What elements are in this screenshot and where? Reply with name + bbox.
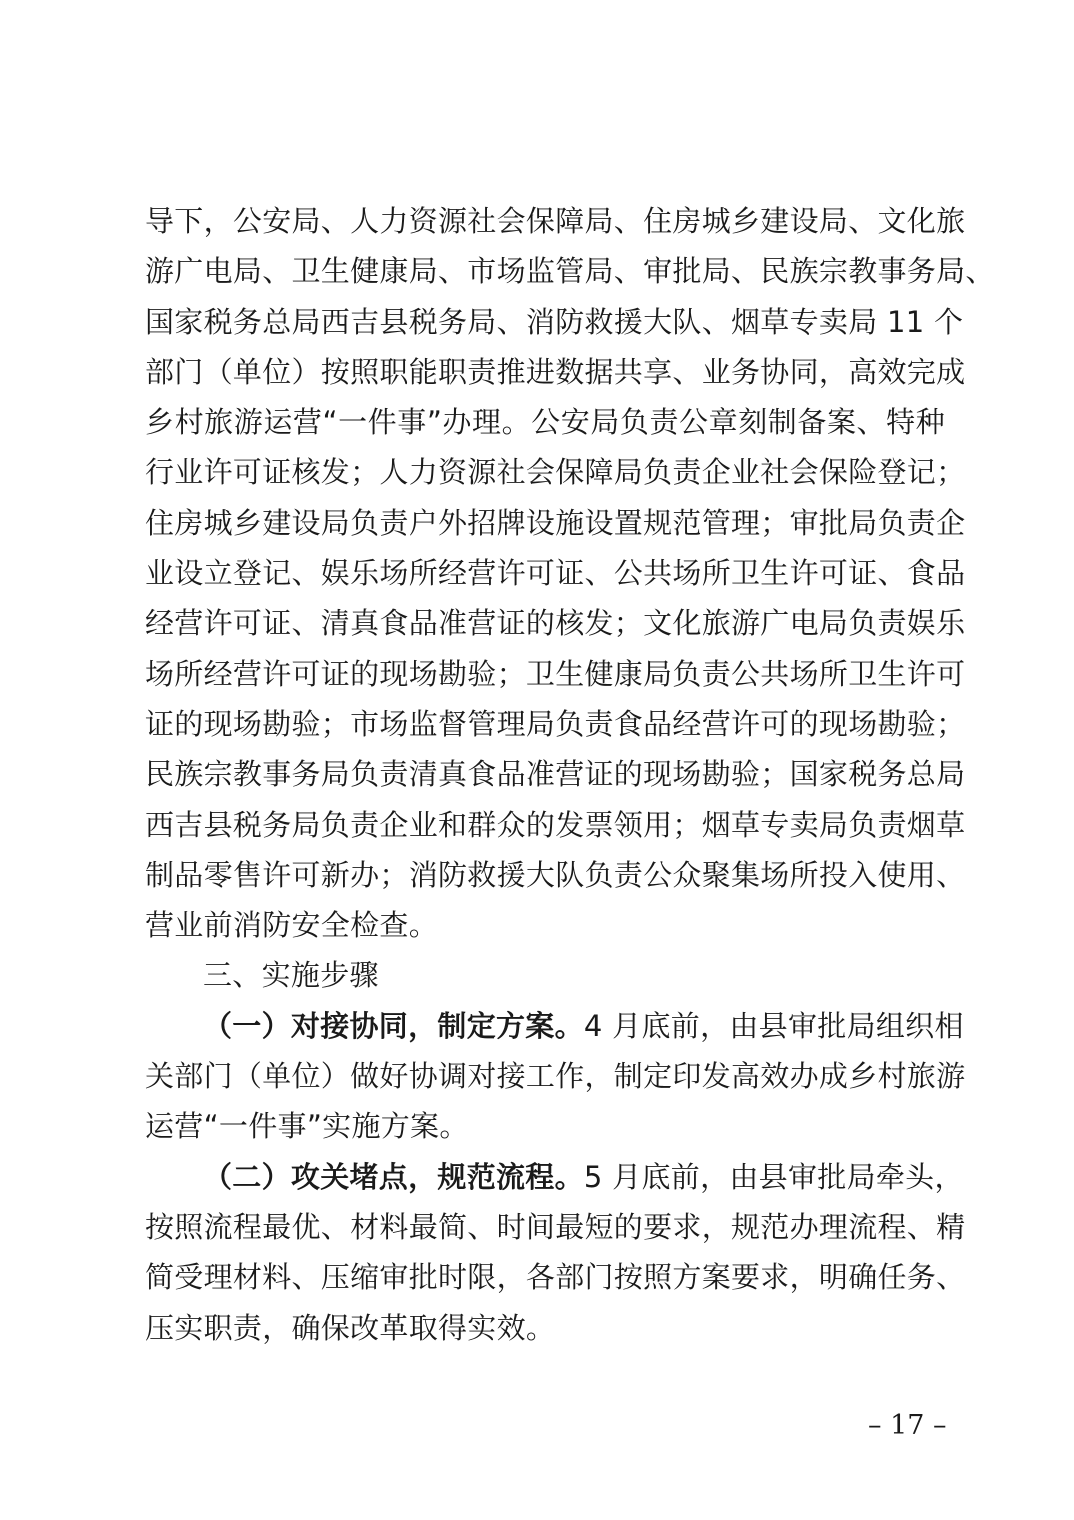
page-number: – 17 – [868,1410,947,1441]
step-one-title: （一）对接协同，制定方案。 [203,1008,584,1043]
paragraph-departments [145,196,995,950]
text-line: 运营“一件事”实施方案。 [145,1109,469,1144]
step-two-title: （二）攻关堵点，规范流程。 [203,1159,584,1194]
text-line: 按照流程最优、材料最简、时间最短的要求，规范办理流程、精 [145,1209,966,1244]
text-line: 导下，公安局、人力资源社会保障局、住房城乡建设局、文化旅 [145,204,966,238]
text-line [145,1001,964,1051]
text-line: 部门（单位）按照职能职责推进数据共享、业务协同，高效完成 [145,354,966,389]
text-line: 场所经营许可证的现场勘验；卫生健康局负责公共场所卫生许可 [145,656,966,691]
text-line: 证的现场勘验；市场监督管理局负责食品经营许可的现场勘验； [145,706,966,741]
text-line: 压实职责，确保改革取得实效。 [145,1310,556,1345]
text-line: 制品零售许可新办；消防救援大队负责公众聚集场所投入使用、 [145,857,966,892]
text-line: 行业许可证核发；人力资源社会保障局负责企业社会保险登记； [145,455,966,490]
section-heading-implementation-steps: 三、实施步骤 [203,958,379,993]
text-line: 民族宗教事务局负责清真食品准营证的现场勘验；国家税务总局 [145,757,966,792]
text-line: 简受理材料、压缩审批时限，各部门按照方案要求，明确任务、 [145,1260,966,1295]
step-one-paragraph [145,1001,966,1152]
step-two-lead: 5 月底前，由县审批局牵头， [583,1159,964,1194]
body-text [145,196,995,1353]
text-line: 住房城乡建设局负责户外招牌设施设置规范管理；审批局负责企 [145,505,966,540]
text-line: 游广电局、卫生健康局、市场监管局、审批局、民族宗教事务局、 [145,254,995,289]
text-line: 关部门（单位）做好协调对接工作，制定印发高效办成乡村旅游 [145,1059,966,1094]
text-line: 西吉县税务局负责企业和群众的发票领用；烟草专卖局负责烟草 [145,807,966,842]
text-line: 乡村旅游运营“一件事”办理。公安局负责公章刻制备案、特种 [145,405,945,440]
text-line: 经营许可证、清真食品准营证的核发；文化旅游广电局负责娱乐 [145,606,966,641]
text-line: 业设立登记、娱乐场所经营许可证、公共场所卫生许可证、食品 [145,556,966,591]
step-one-lead: 4 月底前，由县审批局组织相 [583,1008,964,1043]
text-line: 营业前消防安全检查。 [145,908,439,943]
step-two-paragraph [145,1152,966,1353]
text-line [145,1152,964,1202]
text-line: 国家税务总局西吉县税务局、消防救援大队、烟草专卖局 11 个 [145,304,964,339]
